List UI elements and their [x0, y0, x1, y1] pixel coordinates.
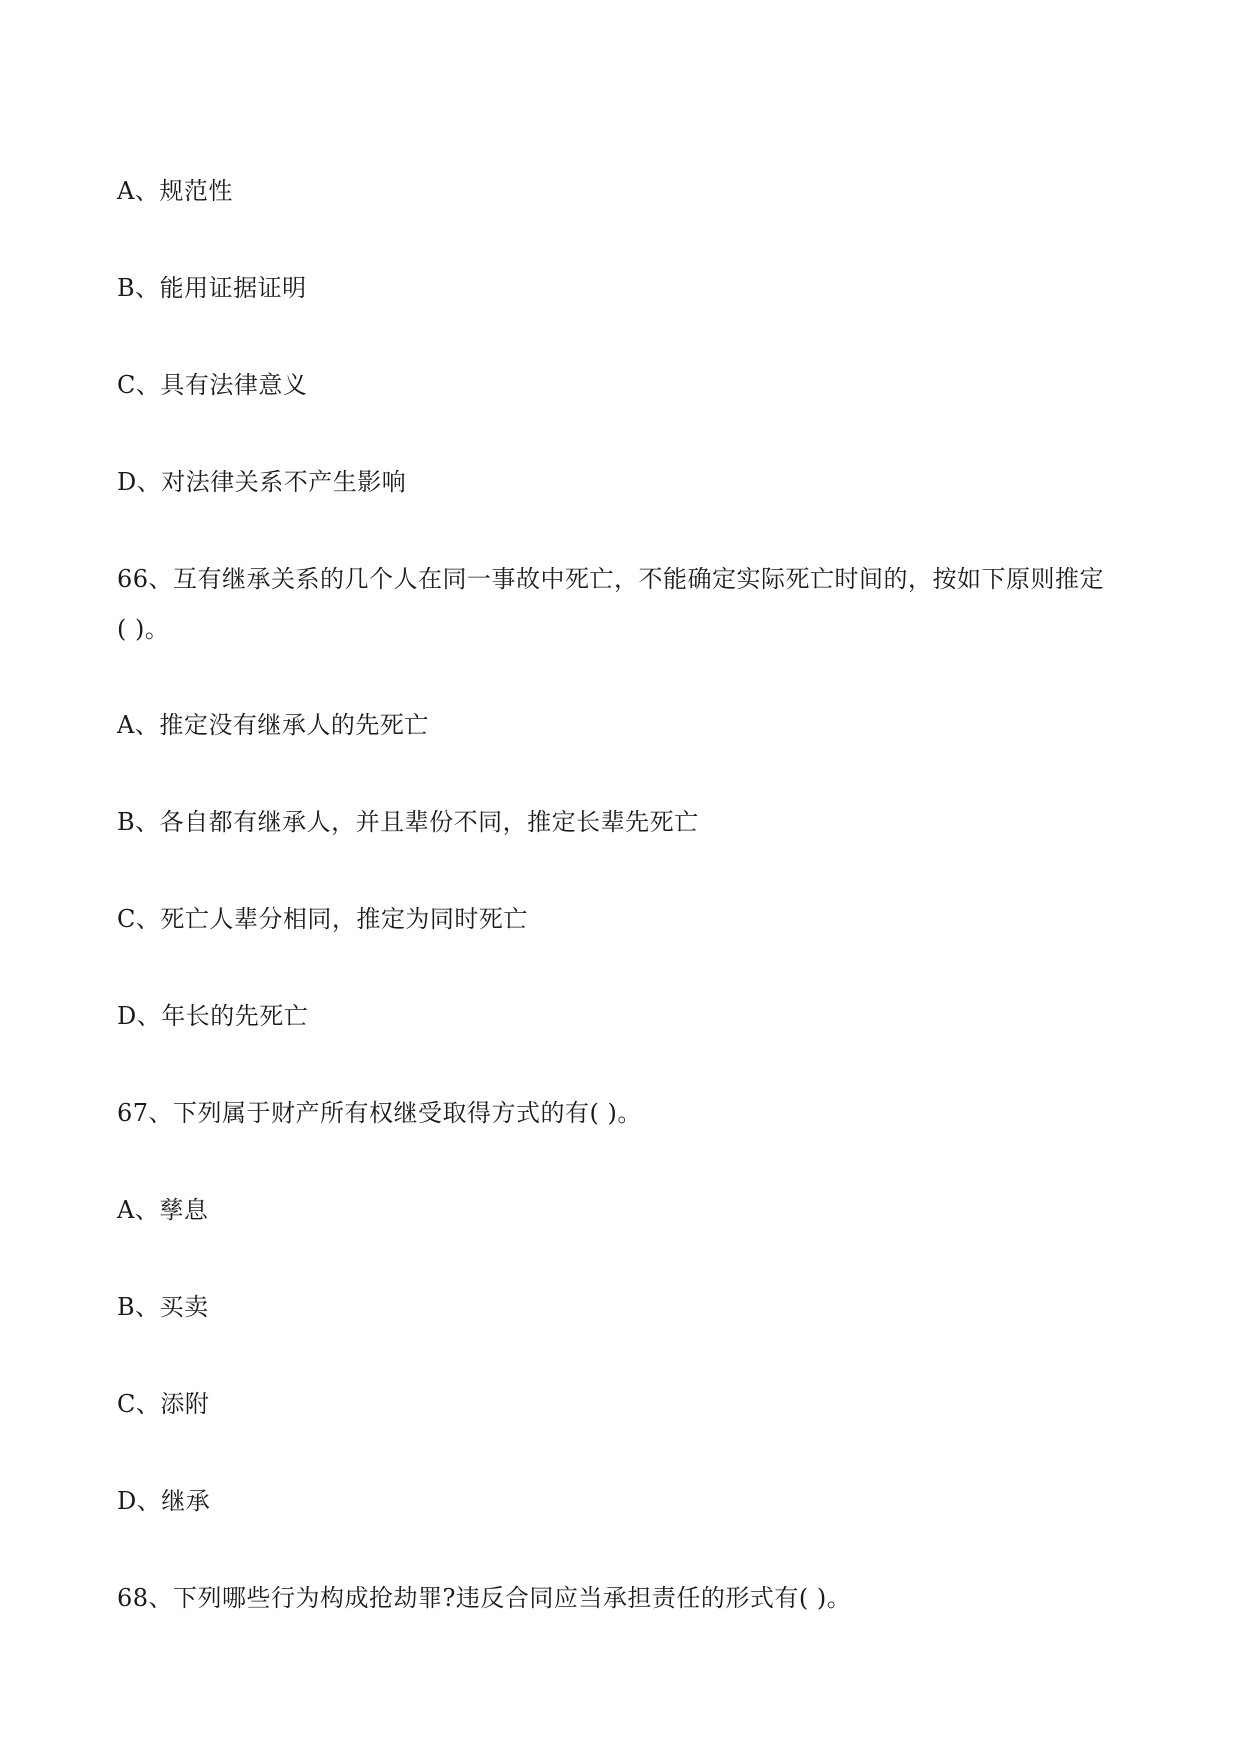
q67-option-a: A、孳息	[117, 1196, 209, 1224]
option-b: B、能用证据证明	[117, 274, 307, 302]
question-66-line2: ( )。	[117, 615, 170, 643]
q66-option-b: B、各自都有继承人，并且辈份不同，推定长辈先死亡	[117, 808, 699, 836]
option-c: C、具有法律意义	[117, 371, 308, 399]
option-a: A、规范性	[117, 177, 233, 205]
q67-option-c: C、添附	[117, 1390, 210, 1418]
q66-option-d: D、年长的先死亡	[117, 1002, 309, 1030]
question-68: 68、下列哪些行为构成抢劫罪?违反合同应当承担责任的形式有( )。	[117, 1584, 852, 1612]
question-67: 67、下列属于财产所有权继受取得方式的有( )。	[117, 1099, 642, 1127]
q67-option-d: D、继承	[117, 1487, 211, 1515]
q66-option-c: C、死亡人辈分相同，推定为同时死亡	[117, 905, 528, 933]
q67-option-b: B、买卖	[117, 1293, 209, 1321]
option-d: D、对法律关系不产生影响	[117, 468, 407, 496]
question-66-line1: 66、互有继承关系的几个人在同一事故中死亡，不能确定实际死亡时间的，按如下原则推定	[117, 565, 1105, 593]
q66-option-a: A、推定没有继承人的先死亡	[117, 711, 429, 739]
